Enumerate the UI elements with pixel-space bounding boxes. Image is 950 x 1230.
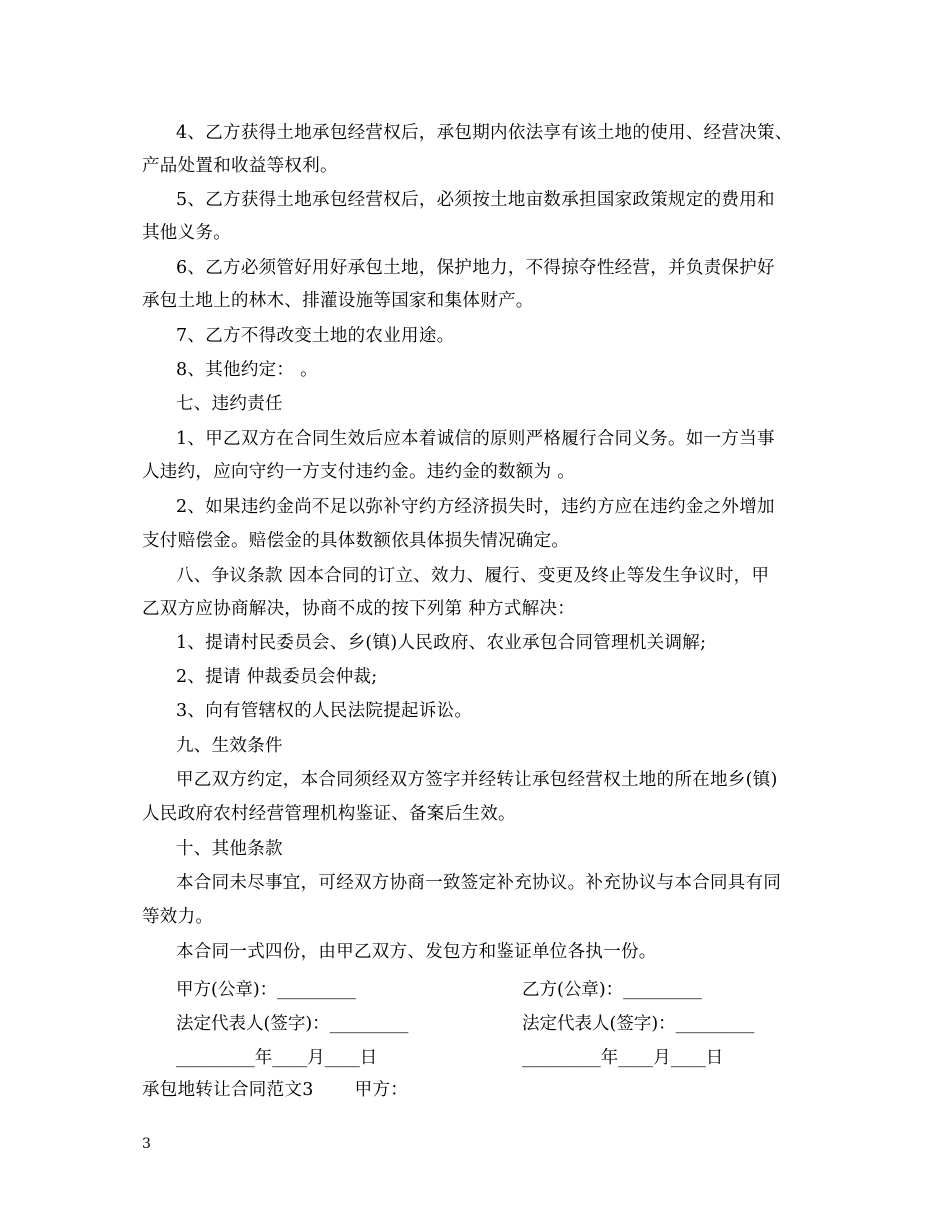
dispute-option-2: 2、提请 仲裁委员会仲裁; bbox=[176, 667, 378, 687]
page-number: 3 bbox=[142, 1136, 151, 1152]
breach-1-line-2: 人违约，应向守约一方支付违约金。违约金的数额为 。 bbox=[142, 462, 576, 482]
dispute-option-1: 1、提请村民委员会、乡(镇)人民政府、农业承包合同管理机关调解; bbox=[176, 633, 707, 653]
representative-b: 法定代表人(签字)：_________ bbox=[522, 1014, 755, 1034]
breach-2-line-2: 支付赔偿金。赔偿金的具体数额依具体损失情况确定。 bbox=[142, 531, 570, 551]
section-heading-9: 九、生效条件 bbox=[176, 736, 283, 756]
clause-5-line-2: 其他义务。 bbox=[142, 223, 231, 243]
clause-8: 8、其他约定： 。 bbox=[176, 360, 318, 380]
section-heading-8-line-2: 乙双方应协商解决，协商不成的按下列第 种方式解决： bbox=[142, 599, 576, 619]
representative-a: 法定代表人(签字)：_________ bbox=[176, 1014, 409, 1034]
clause-5-line-1: 5、乙方获得土地承包经营权后，必须按土地亩数承担国家政策规定的费用和 bbox=[176, 190, 775, 210]
clause-6-line-1: 6、乙方必须管好用好承包土地，保护地力，不得掠夺性经营，并负责保护好 bbox=[176, 258, 775, 278]
section-heading-10: 十、其他条款 bbox=[176, 839, 283, 859]
clause-7: 7、乙方不得改变土地的农业用途。 bbox=[176, 326, 455, 346]
clause-4-line-2: 产品处置和收益等权利。 bbox=[142, 156, 338, 176]
clause-4-line-1: 4、乙方获得土地承包经营权后，承包期内依法享有该土地的使用、经营决策、 bbox=[176, 123, 793, 143]
effect-line-2: 人民政府农村经营管理机构鉴证、备案后生效。 bbox=[142, 804, 516, 824]
effect-line-1: 甲乙双方约定，本合同须经双方签字并经转让承包经营权土地的所在地乡(镇) bbox=[176, 770, 778, 790]
section-heading-7: 七、违约责任 bbox=[176, 394, 283, 414]
breach-1-line-1: 1、甲乙双方在合同生效后应本着诚信的原则严格履行合同义务。如一方当事 bbox=[176, 429, 775, 449]
breach-2-line-1: 2、如果违约金尚不足以弥补守约方经济损失时，违约方应在违约金之外增加 bbox=[176, 497, 775, 517]
party-a-seal: 甲方(公章)：_________ bbox=[176, 980, 356, 1000]
clause-6-line-2: 承包土地上的林木、排灌设施等国家和集体财产。 bbox=[142, 291, 534, 311]
date-a: _________年____月____日 bbox=[176, 1048, 378, 1068]
section-heading-8-line-1: 八、争议条款 因本合同的订立、效力、履行、变更及终止等发生争议时，甲 bbox=[176, 566, 770, 586]
other-terms-line-1: 本合同未尽事宜，可经双方协商一致签定补充协议。补充协议与本合同具有同 bbox=[176, 873, 782, 893]
date-b: _________年____月____日 bbox=[522, 1048, 724, 1068]
dispute-option-3: 3、向有管辖权的人民法院提起诉讼。 bbox=[176, 701, 473, 721]
party-b-seal: 乙方(公章)：_________ bbox=[522, 980, 702, 1000]
copies-clause: 本合同一式四份，由甲乙双方、发包方和鉴证单位各执一份。 bbox=[176, 942, 657, 962]
other-terms-line-2: 等效力。 bbox=[142, 907, 214, 927]
next-contract-heading: 承包地转让合同范文3 甲方： bbox=[142, 1080, 409, 1100]
